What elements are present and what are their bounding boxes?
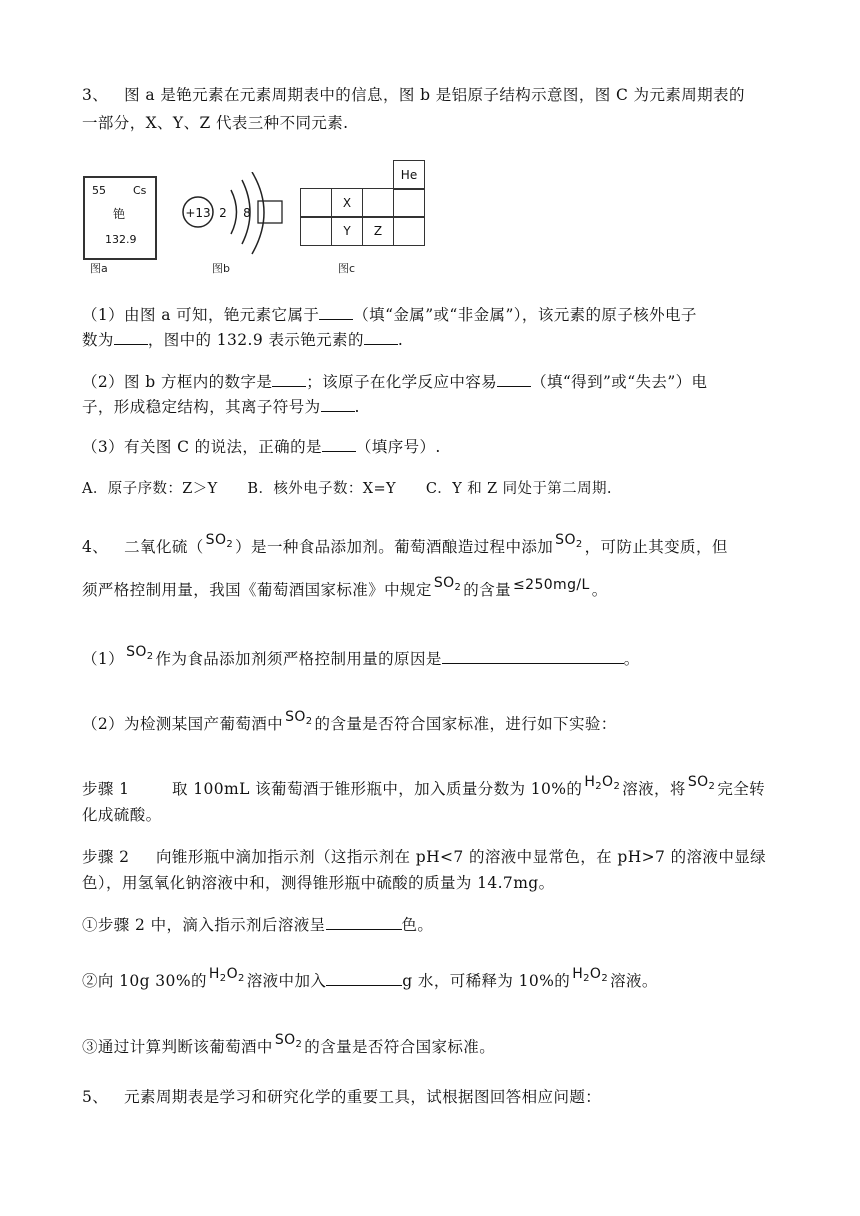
answer-blank[interactable]: [326, 915, 402, 930]
h2o2-formula: $H_2O_2$: [584, 774, 621, 792]
cell-r2c4: [393, 216, 425, 246]
q4-sub1: （1） $SO_2$ 作为食品添加剂须严格控制用量的原因是 。: [82, 644, 640, 668]
answer-blank[interactable]: [114, 330, 148, 345]
fig-b-caption: 图b: [212, 262, 230, 275]
fig-a-caption: 图a: [90, 262, 108, 275]
aluminum-atom-diagram: [178, 172, 290, 260]
answer-blank[interactable]: [326, 971, 402, 986]
so2-formula: $SO_2$: [126, 644, 154, 662]
q3-intro-line2: 一部分，X、Y、Z 代表三种不同元素.: [82, 114, 349, 132]
so2-formula: $SO_2$: [433, 575, 462, 593]
cell-r2c1: [300, 216, 332, 246]
q5-intro: 5、 元素周期表是学习和研究化学的重要工具，试根据图回答相应问题：: [82, 1088, 602, 1106]
fig-c-caption: 图c: [338, 262, 356, 275]
q3-part2-line1: （2）图 b 方框内的数字是 ；该原子在化学反应中容易 （填“得到”或“失去”）电: [82, 373, 708, 391]
q4-step1-line1: 步骤 1 取 100mL 该葡萄酒于锥形瓶中，加入质量分数为 10%的 $H_2O_2$ 溶液，将 $SO_2$ 完全转: [82, 774, 766, 798]
answer-blank[interactable]: [319, 305, 353, 320]
answer-blank[interactable]: [442, 649, 624, 664]
q4-step2-line2: 色），用氢氧化钠溶液中和，测得锥形瓶中硫酸的质量为 14.7mg。: [82, 874, 555, 892]
nucleus-charge: +13: [185, 206, 211, 220]
q3-options: A．原子序数：Z＞Y B．核外电子数：X=Y C．Y 和 Z 同处于第二周期.: [82, 481, 612, 497]
q3-intro-line1: 3、 图 a 是铯元素在元素周期表中的信息，图 b 是铝原子结构示意图，图 C 为元素周期表的: [82, 86, 745, 104]
q4-line2: 须严格控制用量，我国《葡萄酒国家标准》中规定 $SO_2$ 的含量 ≤250mg/L 。: [82, 575, 608, 599]
answer-blank[interactable]: [364, 330, 398, 345]
q4-step2-line1: 步骤 2 向锥形瓶中滴加指示剂（这指示剂在 pH<7 的溶液中显常色，在 pH>7 的溶液中显绿: [82, 848, 767, 866]
q4-c2: ②向 10g 30%的 $H_2O_2$ 溶液中加入 g 水，可稀释为 10%的 $H_2O_2$ 溶液。: [82, 966, 658, 990]
q3-figures: [80, 160, 440, 278]
q4-c3: ③通过计算判断该葡萄酒中 $SO_2$ 的含量是否符合国家标准。: [82, 1032, 496, 1056]
q4-c1: ①步骤 2 中，滴入指示剂后溶液呈 色。: [82, 916, 434, 934]
limit-value: ≤250mg/L: [513, 577, 590, 593]
so2-formula: $SO_2$: [274, 1032, 303, 1050]
answer-blank[interactable]: [321, 397, 355, 412]
cell-r1c3: [362, 188, 394, 218]
h2o2-formula: $H_2O_2$: [572, 966, 609, 984]
h2o2-formula: $H_2O_2$: [208, 966, 245, 984]
q3-part2-line2: 子，形成稳定结构，其离子符号为 .: [82, 398, 360, 416]
q3-part1-line2: 数为 ，图中的 132.9 表示铯元素的 .: [82, 331, 404, 349]
shell1-count: 2: [219, 206, 227, 220]
q4-sub2: （2）为检测某国产葡萄酒中 $SO_2$ 的含量是否符合国家标准，进行如下实验：: [82, 709, 617, 733]
cell-r1c1: [300, 188, 332, 218]
q3-part1-line1: （1）由图 a 可知，铯元素它属于 （填“金属”或“非金属”），该元素的原子核外电子: [82, 306, 697, 324]
cell-z: Z: [362, 216, 394, 246]
answer-blank[interactable]: [497, 372, 531, 387]
so2-formula: $SO_2$: [205, 532, 234, 550]
q3-part3: （3）有关图 C 的说法，正确的是 （填序号）.: [82, 438, 441, 456]
cell-x: X: [331, 188, 363, 218]
cell-r1c4: [393, 188, 425, 218]
so2-formula: $SO_2$: [285, 709, 313, 727]
cell-he: He: [393, 160, 425, 190]
q4-line1: 4、 二氧化硫（ $SO_2$ ）是一种食品添加剂。葡萄酒酿造过程中添加 $SO_2$ ，可防止其变质，但: [82, 532, 728, 556]
so2-formula: $SO_2$: [555, 532, 583, 550]
q4-step1-line2: 化成硫酸。: [82, 806, 162, 824]
cell-y: Y: [331, 216, 363, 246]
answer-blank[interactable]: [322, 437, 356, 452]
shell2-count: 8: [243, 206, 251, 220]
so2-formula: $SO_2$: [687, 774, 716, 792]
cesium-element-card: 55 Cs 铯 132.9: [83, 176, 157, 260]
answer-blank[interactable]: [272, 372, 306, 387]
